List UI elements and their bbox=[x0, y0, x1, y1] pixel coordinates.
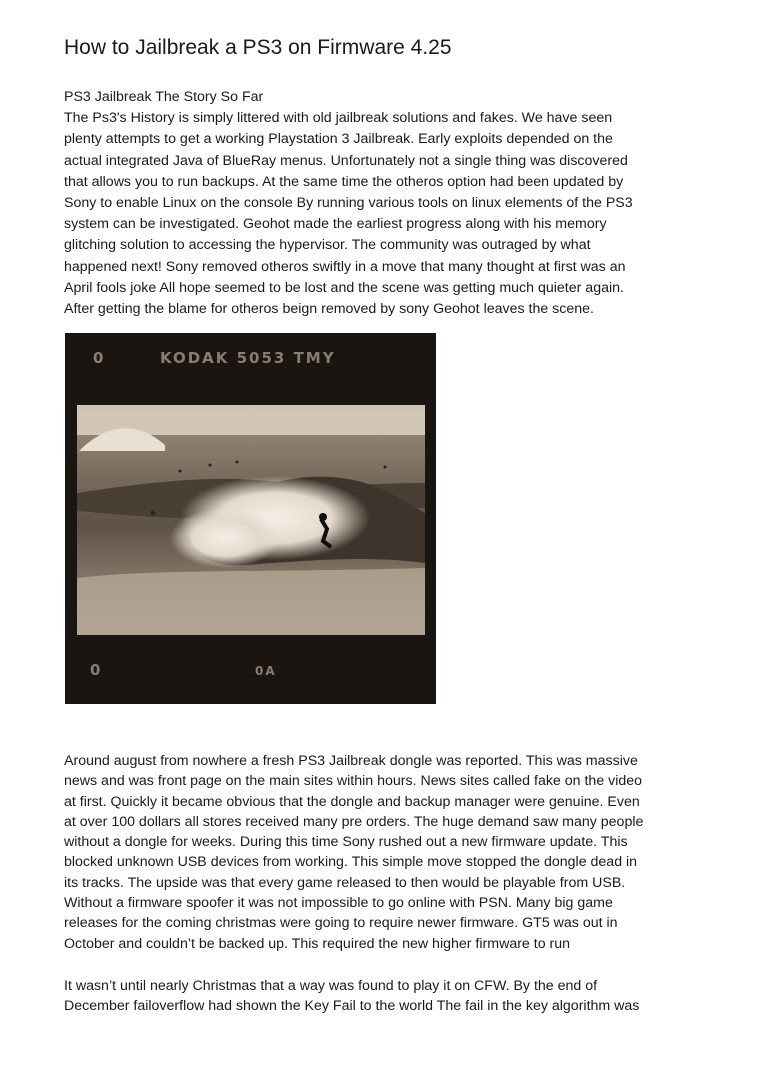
text-line: at first. Quickly it became obvious that the dongle and backup manager were genuine. Even bbox=[64, 793, 640, 810]
text-line: that allows you to run backups. At the same time the otheros option had been updated by bbox=[64, 173, 624, 190]
text-line: plenty attempts to get a working Playstation 3 Jailbreak. Early exploits depended on the bbox=[64, 131, 613, 148]
text-line: without a dongle for weeks. During this time Sony rushed out a new firmware update. This bbox=[64, 834, 628, 851]
text-line: It wasn’t until nearly Christmas that a way was found to play it on CFW. By the end of bbox=[64, 978, 598, 994]
surf-photo-graphic bbox=[65, 333, 436, 704]
text-line: blocked unknown USB devices from working. This simple move stopped the dongle dead in bbox=[64, 854, 638, 871]
film-label-text: KODAK 5053 TMY bbox=[160, 349, 336, 367]
subheading: PS3 Jailbreak The Story So Far bbox=[64, 89, 264, 105]
paragraph-dongle bbox=[64, 751, 714, 954]
frame-code: 0A bbox=[255, 664, 277, 678]
text-line: glitching solution to accessing the hypervisor. The community was outraged by what bbox=[64, 237, 591, 254]
surf-film-photo bbox=[65, 333, 436, 704]
paragraph-key-fail bbox=[64, 976, 714, 1017]
frame-mark-bottom: 0 bbox=[90, 661, 103, 679]
text-line: its tracks. The upside was that every game released to then would be playable from USB. bbox=[64, 874, 626, 891]
text-line: After getting the blame for otheros beign removed by sony Geohot leaves the scene. bbox=[64, 301, 594, 318]
page-title: How to Jailbreak a PS3 on Firmware 4.25 bbox=[64, 36, 452, 59]
frame-mark-top: 0 bbox=[93, 349, 106, 367]
text-line: Without a firmware spoofer it was not impossible to go online with PSN. Many big game bbox=[64, 895, 613, 912]
text-line: December failoverflow had shown the Key Fail to the world The fail in the key algorithm was bbox=[64, 998, 640, 1015]
text-line: actual integrated Java of BlueRay menus. Unfortunately not a single thing was discovered bbox=[64, 152, 628, 169]
text-line: news and was front page on the main sites within hours. News sites called fake on the video bbox=[64, 773, 643, 790]
text-line: The Ps3's History is simply littered with old jailbreak solutions and fakes. We have seen bbox=[64, 110, 613, 127]
text-line: at over 100 dollars all stores received many pre orders. The huge demand saw many people bbox=[64, 813, 644, 830]
text-line: Sony to enable Linux on the console By running various tools on linux elements of the PS3 bbox=[64, 195, 633, 212]
paragraph-story-so-far bbox=[64, 87, 714, 320]
text-line: April fools joke All hope seemed to be lost and the scene was getting much quieter again. bbox=[64, 279, 624, 296]
text-line: releases for the coming christmas were going to require newer firmware. GT5 was out in bbox=[64, 915, 618, 932]
text-line: system can be investigated. Geohot made the earliest progress along with his memory bbox=[64, 216, 607, 233]
text-line: October and couldn’t be backed up. This required the new higher firmware to run bbox=[64, 935, 571, 952]
text-line: happened next! Sony removed otheros swiftly in a move that many thought at first was an bbox=[64, 258, 626, 275]
text-line: Around august from nowhere a fresh PS3 Jailbreak dongle was reported. This was massive bbox=[64, 753, 638, 769]
